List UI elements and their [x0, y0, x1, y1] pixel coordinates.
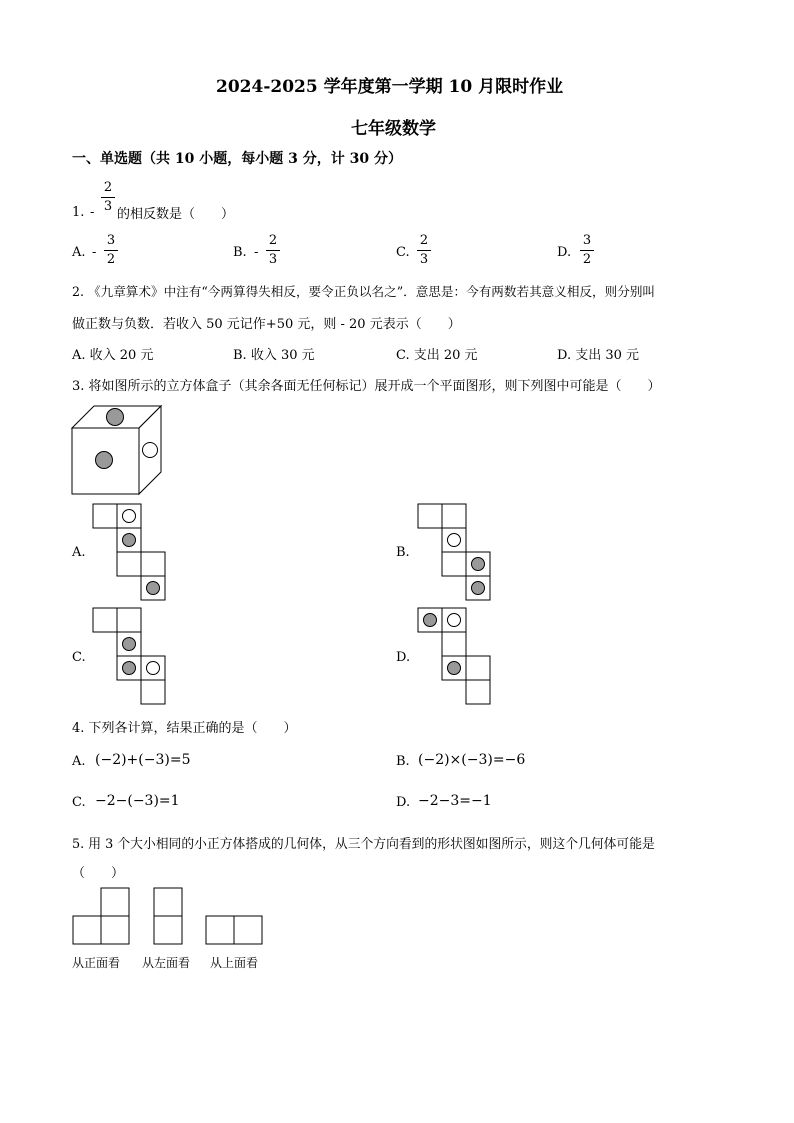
front-view-label: 从正面看 [72, 956, 121, 970]
question-2-line-1: 2. 《九章算术》中注有“今两算得失相反，要令正负以名之”．意思是：今有两数若其意义相反，则分别叫 [72, 284, 656, 299]
net-d [418, 608, 498, 708]
question-5-line-1: 5. 用 3 个大小相同的小正方体搭成的几何体，从三个方向看到的形状图如图所示，则这个几何体可能是 [72, 837, 655, 852]
option-fraction: 3 2 [580, 233, 594, 268]
option-sign: - [254, 245, 259, 260]
section-heading: 一、单选题（共 10 小题，每小题 3 分，计 30 分） [72, 151, 402, 167]
left-view [153, 887, 185, 947]
option-letter: D. [396, 795, 411, 810]
cube-figure [71, 405, 171, 505]
option-letter: A. [72, 245, 86, 260]
option-expression: −2−3=−1 [418, 793, 492, 809]
question-2-line-2: 做正数与负数．若收入 50 元记作+50 元，则 - 20 元表示（ ） [72, 317, 461, 332]
question-4-text: 4. 下列各计算，结果正确的是（ ） [72, 721, 297, 736]
option-letter: B. [233, 245, 247, 260]
question-1-fraction: 2 3 [101, 180, 115, 215]
top-view [205, 915, 265, 947]
question-5-line-2: （ ） [72, 866, 125, 881]
question-2-option-a[interactable]: A. 收入 20 元 [72, 348, 154, 363]
option-letter: C. [396, 245, 410, 260]
option-letter: B. [396, 754, 410, 769]
option-fraction: 2 3 [266, 233, 280, 268]
option-letter: C. [72, 650, 86, 665]
question-2-option-b[interactable]: B. 收入 30 元 [233, 348, 315, 363]
question-2-option-d[interactable]: D. 支出 30 元 [557, 348, 640, 363]
net-b [418, 504, 498, 604]
option-expression: (−2)+(−3)=5 [95, 752, 191, 768]
option-fraction: 3 2 [104, 233, 118, 268]
question-1-text: 的相反数是（ ） [117, 207, 235, 222]
question-1-sign: - [90, 205, 95, 220]
option-expression: −2−(−3)=1 [95, 793, 180, 809]
option-letter: D. [557, 245, 572, 260]
option-letter: A. [72, 754, 86, 769]
page-title: 2024-2025 学年度第一学期 10 月限时作业 [216, 77, 564, 97]
net-a [93, 504, 173, 604]
question-2-option-c[interactable]: C. 支出 20 元 [396, 348, 478, 363]
option-sign: - [92, 245, 97, 260]
page-subtitle: 七年级数学 [351, 119, 436, 139]
option-letter: B. [396, 545, 410, 560]
top-view-label: 从上面看 [210, 956, 259, 970]
option-letter: A. [72, 545, 86, 560]
question-1-number: 1. [72, 205, 85, 220]
net-c [93, 608, 173, 708]
option-letter: D. [396, 650, 411, 665]
left-view-label: 从左面看 [142, 956, 191, 970]
option-letter: C. [72, 795, 86, 810]
option-expression: (−2)×(−3)=−6 [418, 752, 526, 768]
front-view [72, 887, 132, 947]
option-fraction: 2 3 [417, 233, 431, 268]
question-3-text: 3. 将如图所示的立方体盒子（其余各面无任何标记）展开成一个平面图形，则下列图中可能是（ ） [72, 379, 661, 394]
